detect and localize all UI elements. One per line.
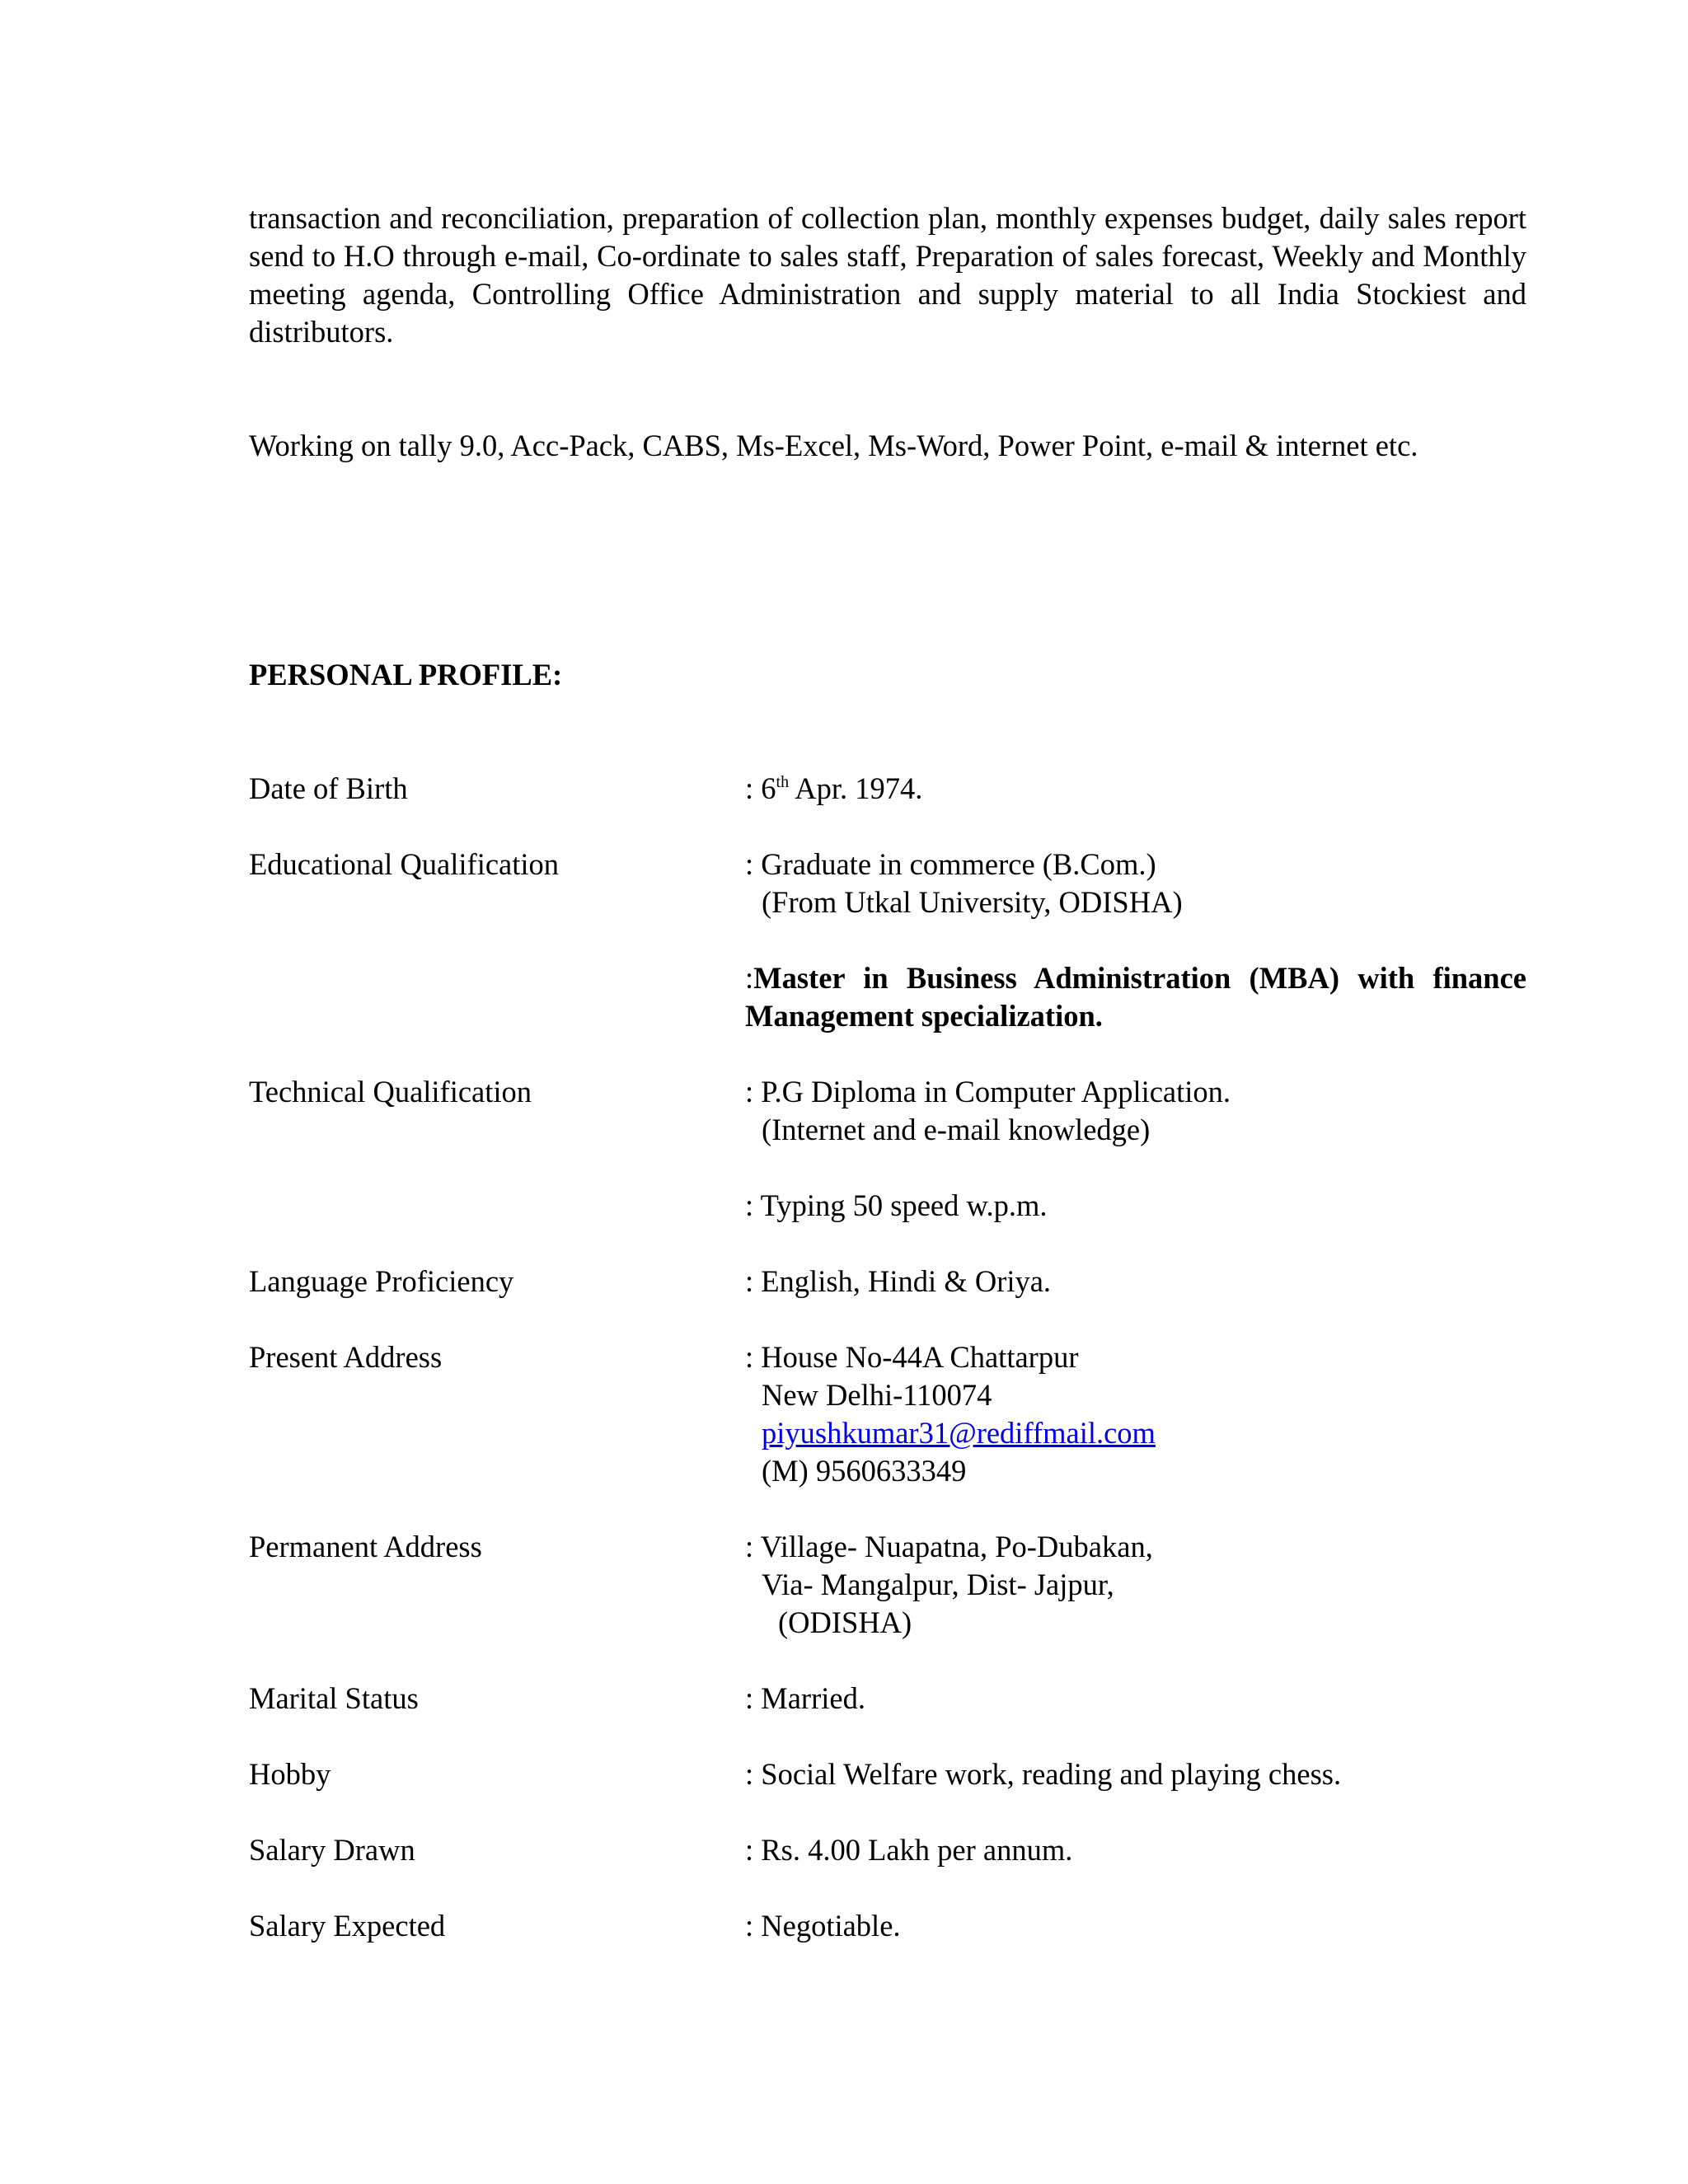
phone-number: (M) 9560633349 — [762, 1454, 967, 1488]
marital-status-label: Marital Status — [249, 1681, 419, 1715]
language-label: Language Proficiency — [249, 1264, 514, 1298]
salary-drawn-value — [745, 1831, 1526, 1869]
dob-label: Date of Birth — [249, 771, 408, 805]
dob-prefix: : 6 — [745, 771, 776, 805]
dob-rest: Apr. 1974. — [789, 771, 923, 805]
salary-drawn-text: : Rs. 4.00 Lakh per annum. — [745, 1833, 1073, 1867]
hobby-value — [745, 1755, 1526, 1793]
education-line-2: (From Utkal University, ODISHA) — [762, 885, 1183, 919]
marital-status-text: : Married. — [745, 1681, 865, 1715]
salary-expected-text: : Negotiable. — [745, 1909, 901, 1943]
education-value — [745, 846, 1526, 921]
mba-text: Master in Business Administration (MBA) with finance Management specialization. — [745, 961, 1526, 1033]
education-line-1: : Graduate in commerce (B.Com.) — [745, 847, 1156, 881]
technical-label: Technical Qualification — [249, 1075, 532, 1108]
language-text: : English, Hindi & Oriya. — [745, 1264, 1052, 1298]
present-address-line-2: New Delhi-110074 — [762, 1378, 992, 1412]
salary-drawn-label: Salary Drawn — [249, 1833, 415, 1867]
marital-status-value — [745, 1680, 1526, 1718]
mba-value — [745, 959, 1526, 1035]
permanent-address-line-2: Via- Mangalpur, Dist- Jajpur, — [762, 1568, 1114, 1601]
permanent-address-label: Permanent Address — [249, 1530, 482, 1563]
hobby-text: : Social Welfare work, reading and playing chess. — [745, 1757, 1342, 1791]
salary-expected-label: Salary Expected — [249, 1909, 446, 1943]
technical-value — [745, 1073, 1526, 1149]
permanent-address-line-1: : Village- Nuapatna, Po-Dubakan, — [745, 1530, 1153, 1563]
present-address-label: Present Address — [249, 1340, 443, 1374]
technical-line-2: (Internet and e-mail knowledge) — [762, 1113, 1151, 1146]
technical-line-1: : P.G Diploma in Computer Application. — [745, 1075, 1231, 1108]
mba-colon: : — [745, 961, 754, 995]
hobby-label: Hobby — [249, 1757, 331, 1791]
skills-paragraph: Working on tally 9.0, Acc-Pack, CABS, Ms-Excel, Ms-Word, Power Point, e-mail & internet etc. — [249, 429, 1418, 462]
education-label: Educational Qualification — [249, 847, 560, 881]
language-value — [745, 1263, 1526, 1301]
typing-value — [745, 1187, 1526, 1225]
present-address-line-1: : House No-44A Chattarpur — [745, 1340, 1079, 1374]
technical-line-3: : Typing 50 speed w.p.m. — [745, 1188, 1048, 1222]
experience-paragraph: transaction and reconciliation, preparation of collection plan, monthly expenses budget, daily sales report send to H.O through e-mail, Co-ordinate to sales staff, Preparation of sales forecast, Weekly and Monthly meeting agenda, Controlling Office Administration and supply material to all India Stockiest and distributors. — [249, 201, 1526, 349]
permanent-address-value — [745, 1528, 1526, 1642]
salary-expected-value — [745, 1907, 1526, 1945]
present-address-value — [745, 1338, 1526, 1490]
permanent-address-line-3: (ODISHA) — [778, 1605, 912, 1639]
email-link[interactable]: piyushkumar31@rediffmail.com — [762, 1416, 1156, 1450]
dob-value — [745, 770, 1526, 808]
dob-ordinal: th — [776, 773, 790, 791]
personal-profile-heading: PERSONAL PROFILE: — [249, 658, 563, 691]
